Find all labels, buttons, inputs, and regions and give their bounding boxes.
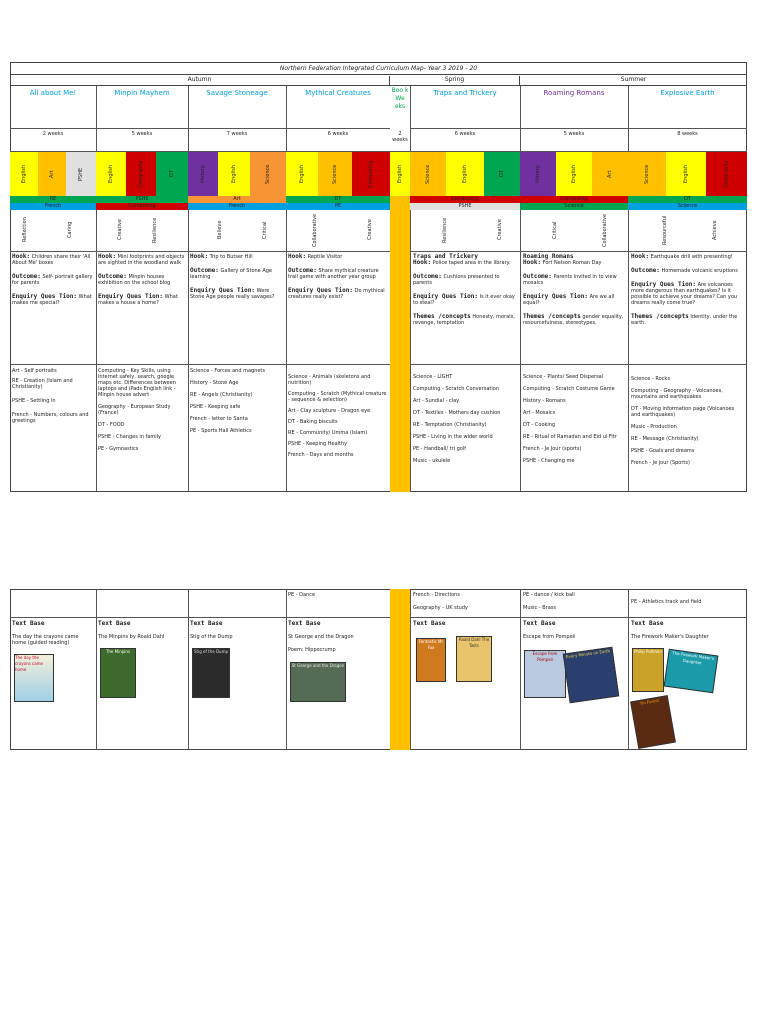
- learning-item: French - Je jour (Sports): [631, 460, 690, 466]
- text-base-label: Text Base: [12, 620, 45, 627]
- enquiry-text: Are volcanoes more dangerous than earthquakes? Is it possible to achieve your dreams? Can you dreams really come true?: [631, 282, 738, 306]
- subject-block: Science: [628, 152, 666, 196]
- value-word: Critical: [552, 221, 558, 239]
- book-title: The Minpins by Roald Dahl: [98, 634, 165, 640]
- themes-text: Identity, under the earth.: [631, 314, 738, 326]
- learning-item: DT - Baking biscuits: [288, 419, 338, 425]
- learning-cell-6: [523, 374, 626, 464]
- strip-cell: French: [188, 203, 286, 210]
- subject-block: Computing: [352, 152, 390, 196]
- hook-text: Children share their 'All About Me' boxes: [12, 254, 91, 266]
- subject-block: English: [446, 152, 484, 196]
- learning-item: French - letter to Santa: [190, 416, 248, 422]
- weeks-minpin: 5 weeks: [131, 131, 153, 137]
- learning-item: Computing - Scratch Costume Game: [523, 386, 615, 392]
- outcome-text: Self- portrait gallery for parents: [12, 274, 93, 286]
- learning-item: History - Romans: [523, 398, 566, 404]
- subject-block: Science: [410, 152, 446, 196]
- topic-book-weeks: Boo k We eks: [391, 87, 409, 110]
- subject-blocks-row: [10, 152, 747, 196]
- extra-item: PE - dance / kick ball: [523, 592, 575, 598]
- subject-block: Geography: [126, 152, 156, 196]
- extra-item: Music - Brass: [523, 605, 556, 611]
- learning-item: RE - Angels (Christianity): [190, 392, 253, 398]
- book-title: The Firework Maker's Daughter: [631, 634, 709, 640]
- subject-block: English: [286, 152, 318, 196]
- learning-item: PSHE - Changes in family: [98, 434, 162, 440]
- text-base-label: Text Base: [413, 620, 446, 627]
- weeks-all-about-me: 2 weeks: [42, 131, 64, 137]
- book-cover-pullman: Philip Pullman: [632, 648, 664, 692]
- subject-block: Science: [250, 152, 286, 196]
- term-autumn: Autumn: [10, 76, 390, 86]
- traps-heading: Traps and Trickery: [413, 253, 479, 260]
- learning-item: French - Je Jour (sports): [523, 446, 582, 452]
- learning-item: Art - Mosaics: [523, 410, 556, 416]
- learning-item: PE - Handball/ tri golf: [413, 446, 466, 452]
- learning-item: Music - ukulele: [413, 458, 451, 464]
- learning-item: PSHE - Goals and dreams: [631, 448, 695, 454]
- learning-item: PSHE - Settling in: [12, 398, 56, 404]
- text-base-label: Text Base: [288, 620, 321, 627]
- weeks-traps: 6 weeks: [454, 131, 476, 137]
- topic-all-about-me: All about Me!: [29, 89, 77, 97]
- value-word: Collaborative: [312, 213, 318, 247]
- book-cover-stig: Stig of the Dump: [192, 648, 230, 698]
- strip-cell: DT: [286, 196, 390, 203]
- outcome-text: Cushions presented to parents: [413, 274, 500, 286]
- book-cover-twits: Roald Dahl The Twits: [456, 636, 492, 682]
- value-word: Critical: [262, 221, 268, 239]
- book-extra: Poem: Hippocrump: [288, 647, 336, 653]
- strip-cell: PSHE: [96, 196, 188, 203]
- outcome-text: Share mythical creature trail game with another year group: [288, 268, 379, 280]
- strip-cell: PE: [286, 203, 390, 210]
- enquiry-text: Are we all equal?: [523, 294, 615, 306]
- learning-item: Computing - Scratch (Mythical creature - sequence & selection): [288, 391, 387, 403]
- hook-text: Police taped area in the library.: [432, 260, 511, 266]
- subject-block: PSHE: [66, 152, 96, 196]
- value-word: Achieve: [712, 220, 718, 240]
- value-word: Resilience: [442, 217, 448, 243]
- subject-block: English: [556, 152, 592, 196]
- strip-cell: Computing: [96, 203, 188, 210]
- subject-block: English: [96, 152, 126, 196]
- learning-item: RE - Creation (Islam and Christianity): [12, 378, 73, 390]
- learning-item: Science - Forces and magnets: [190, 368, 266, 374]
- hook-cell-3: Hook: Trip to Butser Hill Outcome: Gallery of Stone Age learning Enquiry Ques Tion: Were Stone Age people really savages?: [190, 253, 275, 300]
- book-cover-mr-fox: Fantastic Mr Fox: [416, 638, 446, 682]
- value-word: Creative: [367, 219, 373, 241]
- strip-cell: PSHE: [410, 203, 520, 210]
- strip-cell: RE: [10, 196, 96, 203]
- strip-cell: Science: [520, 203, 628, 210]
- subject-block: DT: [484, 152, 520, 196]
- value-word: Resourceful: [662, 215, 668, 245]
- value-word: Reflection: [22, 217, 28, 243]
- hook-text: Trip to Butser Hill: [209, 254, 253, 260]
- strip-cell: French: [10, 203, 96, 210]
- learning-cell-5: [413, 374, 518, 464]
- learning-cell-1: [12, 368, 94, 424]
- value-word: Creative: [117, 219, 123, 241]
- enquiry-text: Do mythical creatures really exist?: [288, 288, 385, 300]
- learning-item: Computing - Scratch Conversation: [413, 386, 500, 392]
- topic-minpin-mayhem: Minpin Mayhem: [114, 89, 170, 97]
- book-title: St George and the Dragon: [288, 634, 354, 640]
- value-word: Caring: [67, 221, 73, 239]
- value-word: Resilience: [152, 217, 158, 243]
- subject-block: Art: [38, 152, 66, 196]
- book-title: The day the crayons came home (guided reading): [12, 634, 79, 646]
- text-base-label: Text Base: [523, 620, 556, 627]
- hook-text: Earthquake drill with presenting!: [650, 254, 733, 260]
- learning-item: Computing - Geography - Volcanoes, mountains and earthquakes: [631, 388, 723, 400]
- learning-item: PSHE - Changing me: [523, 458, 575, 464]
- learning-item: DT - Moving information page (Volcanoes and earthquakes): [631, 406, 735, 418]
- learning-item: RE - Temptation (Christianity): [413, 422, 487, 428]
- hook-cell-6: Roaming Romans Hook: Fort Nelson Roman Day Outcome: Parents invited in to view mosaics Enquiry Ques Tion: Are we all equal? Themes /concepts gender equality, resourcefulness, stereotypes,: [523, 254, 626, 326]
- hook-text: Fort Nelson Roman Day: [542, 260, 602, 266]
- strip-a-row: [10, 196, 747, 203]
- hook-cell-7: Hook: Earthquake drill with presenting! Outcome: Homemade volcanic eruptions Enquiry Ques Tion: Are volcanoes more dangerous than earthquakes? Is it possible to achieve your dreams? Can you dreams really come true? Themes /concepts Identity, under the earth.: [631, 253, 738, 326]
- book-title: Stig of the Dump: [190, 634, 233, 640]
- book-title: Escape from Pompeii: [523, 634, 576, 640]
- value-word: Believe: [217, 220, 223, 240]
- text-base-label: Text Base: [190, 620, 223, 627]
- weeks-earth: 8 weeks: [677, 131, 698, 137]
- subject-block: DT: [156, 152, 188, 196]
- themes-text: gender equality, resourcefulness, stereotypes,: [523, 314, 624, 326]
- extra-item: PE - Athletics track and field: [631, 599, 702, 605]
- text-base-label: Text Base: [98, 620, 131, 627]
- learning-cell-4: [288, 374, 388, 458]
- learning-item: PSHE - Living in the wider world: [413, 434, 493, 440]
- enquiry-text: Is it ever okay to steal?: [413, 294, 515, 306]
- strip-cell: Computing: [520, 196, 628, 203]
- subject-block: Art: [592, 152, 628, 196]
- topic-savage-stoneage: Savage Stoneage: [206, 89, 268, 97]
- enquiry-text: What makes me special?: [12, 294, 92, 306]
- book-cover-every-minute: Every Minute on Earth: [563, 647, 619, 703]
- learning-item: DT - Cooking: [523, 422, 556, 428]
- learning-item: Art - Sundial - clay: [413, 398, 460, 404]
- learning-item: Computing - Key Skills, using internet safely, search, google maps etc. Differences between laptops and iPads English link - Minpin house advert: [98, 368, 176, 398]
- page-title: Northern Federation Integrated Curriculum Map- Year 3 2019 - 20: [10, 62, 747, 75]
- learning-item: PE - Gymnastics: [98, 446, 139, 452]
- learning-item: RE - Community/ Umma (Islam): [288, 430, 368, 436]
- subject-block: History: [188, 152, 218, 196]
- outcome-text: Homemade volcanic eruptions: [661, 268, 738, 274]
- outcome-text: Gallery of Stone Age learning: [190, 268, 273, 280]
- subject-block: History: [520, 152, 556, 196]
- topic-roaming-romans: Roaming Romans: [543, 89, 605, 97]
- learning-cell-2: [98, 368, 186, 452]
- subject-block: Geography: [706, 152, 747, 196]
- learning-item: Science - LIGHT: [413, 374, 453, 380]
- learning-item: Art - Clay sculpture - Dragon eye: [288, 408, 371, 414]
- strip-b-row: [10, 203, 747, 210]
- learning-item: French - Numbers, colours and greetings: [12, 412, 89, 424]
- hook-cell-2: Hook: Mini footprints and objects are sighted in the woodland walk Outcome: Minpin houses exhibition on the school blog Enquiry Ques Tion: What makes a house a home?: [98, 253, 185, 306]
- book-cover-crayons: The day the crayons came home: [14, 654, 54, 702]
- romans-heading: Roaming Romans: [523, 253, 574, 260]
- weeks-stoneage: 7 weeks: [226, 131, 248, 137]
- learning-item: Science - Plants/ Seed Dispersal: [523, 374, 604, 380]
- hook-cell-4: Hook: Reptile Visitor Outcome: Share mythical creature trail game with another year group Enquiry Ques Tion: Do mythical creatures really exist?: [288, 253, 385, 300]
- learning-item: DT - Textiles - Mothers day cushion: [413, 410, 501, 416]
- hook-text: Reptile Visitor: [307, 254, 343, 260]
- weeks-romans: 5 weeks: [563, 131, 585, 137]
- extra-item: Geography - UK study: [413, 605, 468, 611]
- text-base-label: Text Base: [631, 620, 664, 627]
- learning-item: Art - Self portraits: [12, 368, 57, 374]
- book-cover-minpins: The Minpins: [100, 648, 136, 698]
- book-cover-pompeii: Escape from Pompeii: [524, 650, 566, 698]
- learning-item: Science - Animals (skeletons and nutrition): [288, 374, 371, 386]
- outcome-text: Parents invited in to view mosaics: [523, 274, 617, 286]
- term-spring: Spring: [390, 76, 520, 86]
- strip-cell: Science: [628, 203, 747, 210]
- book-cover-fireworks: The Firework Maker's Daughter: [664, 649, 719, 694]
- learning-item: DT - FOOD: [98, 422, 125, 428]
- learning-item: Music - Production: [631, 424, 677, 430]
- strip-cell: Computing: [410, 196, 520, 203]
- book-cover-st-george: St George and the Dragon: [290, 662, 346, 702]
- hook-cell-5: Traps and Trickery Hook: Police taped area in the library. Outcome: Cushions presented to parents Enquiry Ques Tion: Is it ever okay to steal? Themes /concepts Honesty, morals, revenge, temptation: [413, 254, 518, 326]
- outcome-text: Minpin houses exhibition on the school blog: [98, 274, 171, 286]
- learning-item: PSHE - Keeping safe: [190, 404, 241, 410]
- value-word: Creative: [497, 219, 503, 241]
- learning-item: RE - Message (Christianity): [631, 436, 699, 442]
- term-summer: Summer: [520, 76, 747, 86]
- strip-cell: DT: [628, 196, 747, 203]
- hook-cell-1: Hook: Children share their 'All About Me' boxes Outcome: Self- portrait gallery for parents Enquiry Ques Tion: What makes me special?: [12, 253, 93, 306]
- extra-item: French - Directions: [413, 592, 460, 598]
- extra-item: PE - Dance: [288, 592, 316, 598]
- enquiry-text: Were Stone Age people really savages?: [190, 288, 275, 300]
- learning-item: RE - Ritual of Ramadan and Eid ul Fitr: [523, 434, 617, 440]
- learning-item: French - Days and months: [288, 452, 354, 458]
- weeks-mythical: 6 weeks: [327, 131, 349, 137]
- learning-item: Science - Rocks: [631, 376, 670, 382]
- enquiry-text: What makes a house a home?: [98, 294, 178, 306]
- topic-mythical-creatures: Mythical Creatures: [305, 89, 371, 97]
- weeks-book: 2 weeks: [392, 131, 408, 143]
- learning-cell-7: [631, 376, 745, 466]
- subject-block: English: [10, 152, 38, 196]
- themes-text: Honesty, morals, revenge, temptation: [413, 314, 515, 326]
- hook-text: Mini footprints and objects are sighted in the woodland walk: [98, 254, 185, 266]
- learning-item: Geography - European Study (France): [98, 404, 171, 416]
- subject-block: Science: [318, 152, 352, 196]
- subject-block: English: [390, 152, 410, 196]
- learning-cell-3: [190, 368, 284, 434]
- book-cover-tin-forest: Tin Forest: [630, 695, 676, 749]
- topic-traps-and-trickery: Traps and Trickery: [433, 89, 497, 97]
- learning-item: PE - Sports Hall Athletics: [190, 428, 252, 434]
- subject-block: English: [666, 152, 706, 196]
- value-word: Collaborative: [602, 213, 608, 247]
- learning-item: PSHE - Keeping Healthy: [288, 441, 348, 447]
- learning-item: History - Stone Age: [190, 380, 239, 386]
- values-row: [10, 210, 747, 250]
- strip-cell: Art: [188, 196, 286, 203]
- subject-block: English: [218, 152, 250, 196]
- topic-explosive-earth: Explosive Earth: [660, 89, 715, 97]
